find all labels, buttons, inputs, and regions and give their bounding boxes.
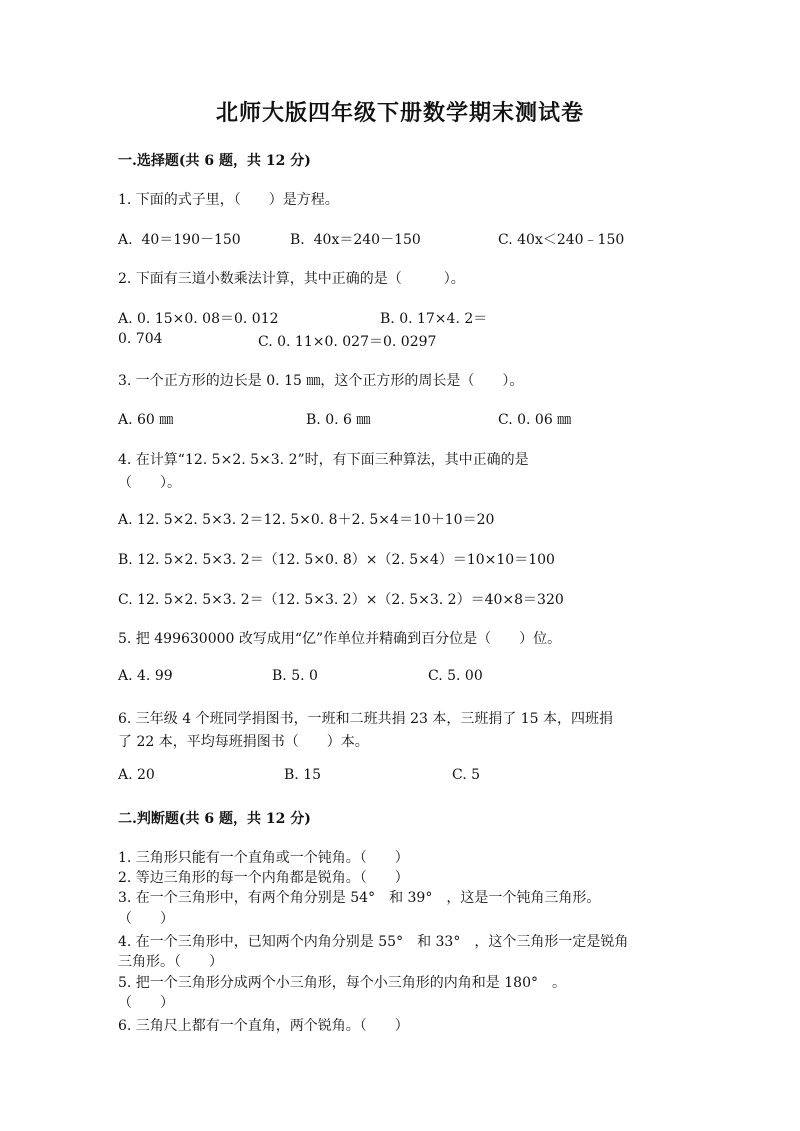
- judgement-line: 1. 三角形只能有一个直角或一个钝角。（ ）: [118, 850, 409, 866]
- page-title: 北师大版四年级下册数学期末测试卷: [215, 100, 584, 126]
- question-3-option-a: A. 60 ㎜: [118, 412, 174, 428]
- section-heading-choice: 一.选择题(共 6 题，共 12 分): [118, 153, 311, 169]
- judgement-line: 3. 在一个三角形中，有两个角分别是 54° 和 39° ，这是一个钝角三角形。: [118, 890, 601, 906]
- question-5-option-b: B. 5. 0: [272, 668, 318, 684]
- judgement-line: 5. 把一个三角形分成两个小三角形，每个小三角形的内角和是 180° 。: [118, 975, 566, 991]
- judgement-line: 6. 三角尺上都有一个直角，两个锐角。（ ）: [118, 1018, 409, 1034]
- question-3-stem: 3. 一个正方形的边长是 0. 15 ㎜，这个正方形的周长是（ ）。: [118, 373, 524, 389]
- question-5-stem: 5. 把 499630000 改写成用“亿”作单位并精确到百分位是（ ）位。: [118, 631, 562, 647]
- question-4-stem-line2: （ ）。: [118, 475, 181, 491]
- question-6-option-b: B. 15: [284, 767, 322, 783]
- question-1-option-b: B. 40x＝240－150: [290, 232, 421, 248]
- question-3-option-b: B. 0. 6 ㎜: [306, 412, 371, 428]
- question-2-option-a: A. 0. 15×0. 08＝0. 012: [118, 311, 279, 327]
- question-2-option-b: B. 0. 17×4. 2＝: [380, 311, 488, 327]
- question-5-option-c: C. 5. 00: [428, 668, 483, 684]
- question-3-option-c: C. 0. 06 ㎜: [498, 412, 572, 428]
- question-6-stem-line1: 6. 三年级 4 个班同学捐图书，一班和二班共捐 23 本，三班捐了 15 本，四班捐: [118, 711, 614, 727]
- question-4-stem-line1: 4. 在计算“12. 5×2. 5×3. 2”时，有下面三种算法，其中正确的是: [118, 452, 529, 468]
- question-6-option-a: A. 20: [118, 767, 155, 783]
- question-4-option-a: A. 12. 5×2. 5×3. 2＝12. 5×0. 8＋2. 5×4＝10＋10＝20: [118, 512, 495, 528]
- judgement-line: 三角形。（ ）: [118, 954, 223, 970]
- question-2-stem: 2. 下面有三道小数乘法计算，其中正确的是（ ）。: [118, 271, 465, 287]
- question-6-stem-line2: 了 22 本，平均每班捐图书（ ）本。: [118, 734, 369, 750]
- question-6-option-c: C. 5: [452, 767, 481, 783]
- question-4-option-c: C. 12. 5×2. 5×3. 2＝（12. 5×3. 2）×（2. 5×3. 2）＝40×8＝320: [118, 592, 564, 608]
- question-2-option-c: C. 0. 11×0. 027＝0. 0297: [258, 334, 437, 350]
- section-heading-judgement: 二.判断题(共 6 题，共 12 分): [118, 811, 311, 827]
- judgement-line: （ ）: [118, 911, 174, 927]
- judgement-line: 2. 等边三角形的每一个内角都是锐角。（ ）: [118, 870, 409, 886]
- judgement-line: 4. 在一个三角形中，已知两个内角分别是 55° 和 33° ，这个三角形一定是锐角: [118, 934, 629, 950]
- question-1-option-c: C. 40x＜240﹣150: [498, 232, 625, 248]
- question-5-option-a: A. 4. 99: [118, 668, 173, 684]
- question-4-option-b: B. 12. 5×2. 5×3. 2＝（12. 5×0. 8）×（2. 5×4）＝10×10＝100: [118, 552, 555, 568]
- question-1-stem: 1. 下面的式子里，（ ）是方程。: [118, 192, 339, 208]
- question-1-option-a: A. 40＝190－150: [118, 232, 241, 248]
- question-2-option-b-cont: 0. 704: [118, 331, 163, 347]
- judgement-line: （ ）: [118, 995, 174, 1011]
